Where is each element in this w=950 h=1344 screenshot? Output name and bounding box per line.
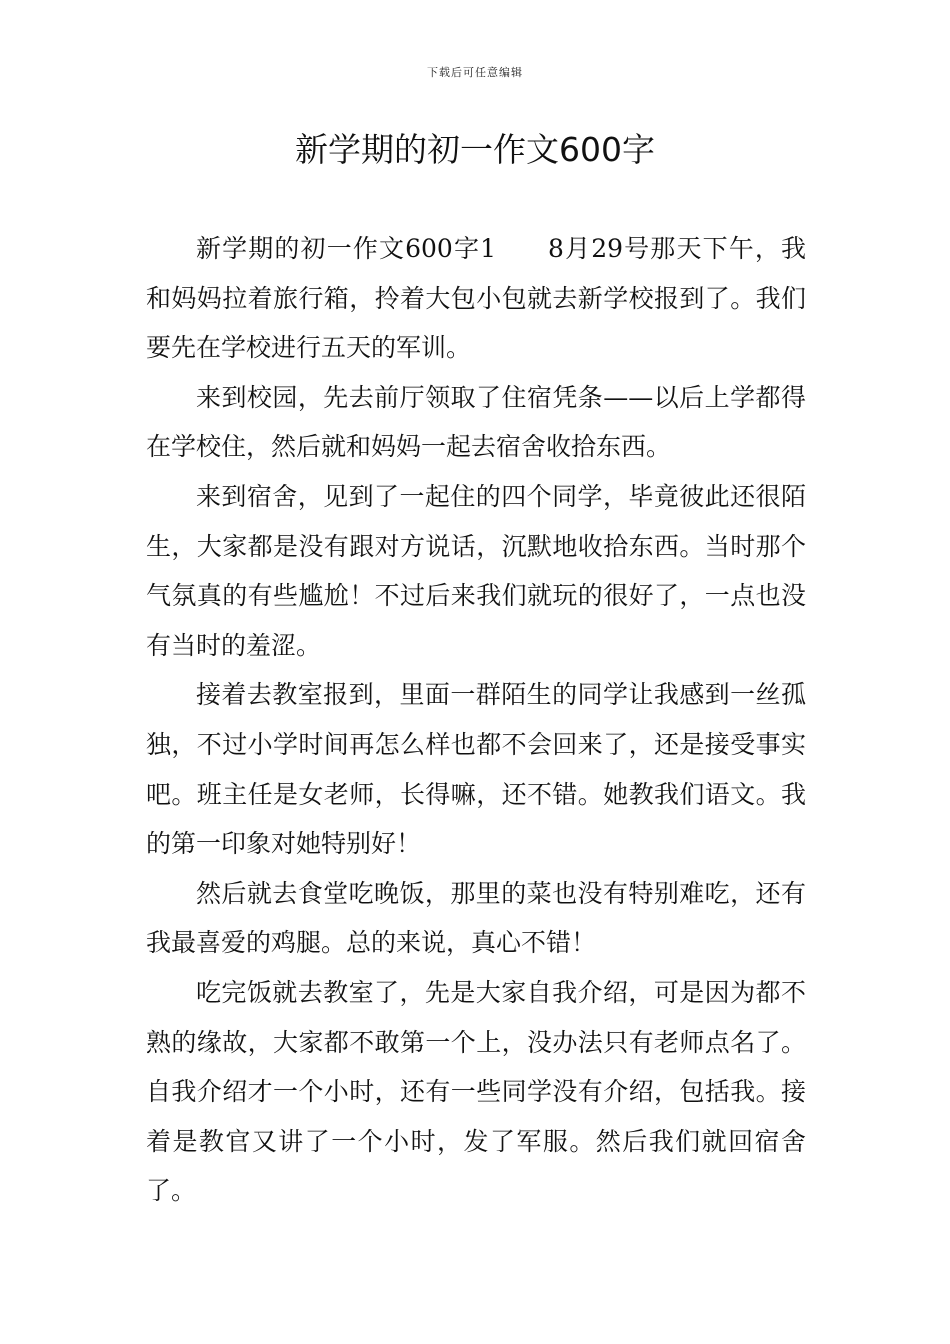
intro-label: 新学期的初一作文600字1	[196, 234, 497, 263]
page-title: 新学期的初一作文600字	[295, 130, 655, 169]
paragraph-2: 来到校园，先去前厅领取了住宿凭条——以后上学都得在学校住，然后就和妈妈一起去宿舍收拾东西。	[146, 382, 806, 462]
paragraph-1	[146, 224, 806, 373]
document-body	[146, 224, 806, 1216]
paragraph-6: 吃完饭就去教室了，先是大家自我介绍，可是因为都不熟的缘故，大家都不敢第一个上，没办法只有老师点名了。自我介绍才一个小时，还有一些同学没有介绍，包括我。接着是教官又讲了一个小时，发了军服。然后我们就回宿舍了。	[146, 977, 806, 1206]
paragraph-5: 然后就去食堂吃晚饭，那里的菜也没有特别难吃，还有我最喜爱的鸡腿。总的来说，真心不错！	[146, 878, 806, 958]
header-note: 下载后可任意编辑	[427, 66, 523, 79]
paragraph-1-text: 8月29号那天下午，我和妈妈拉着旅行箱，拎着大包小包就去新学校报到了。我们要先在学校进行五天的军训。	[146, 234, 807, 363]
paragraph-4: 接着去教室报到，里面一群陌生的同学让我感到一丝孤独，不过小学时间再怎么样也都不会回来了，还是接受事实吧。班主任是女老师，长得嘛，还不错。她教我们语文。我的第一印象对她特别好！	[146, 680, 806, 859]
paragraph-3: 来到宿舍，见到了一起住的四个同学，毕竟彼此还很陌生，大家都是没有跟对方说话，沉默地收拾东西。当时那个气氛真的有些尴尬！不过后来我们就玩的很好了，一点也没有当时的羞涩。	[146, 481, 806, 660]
